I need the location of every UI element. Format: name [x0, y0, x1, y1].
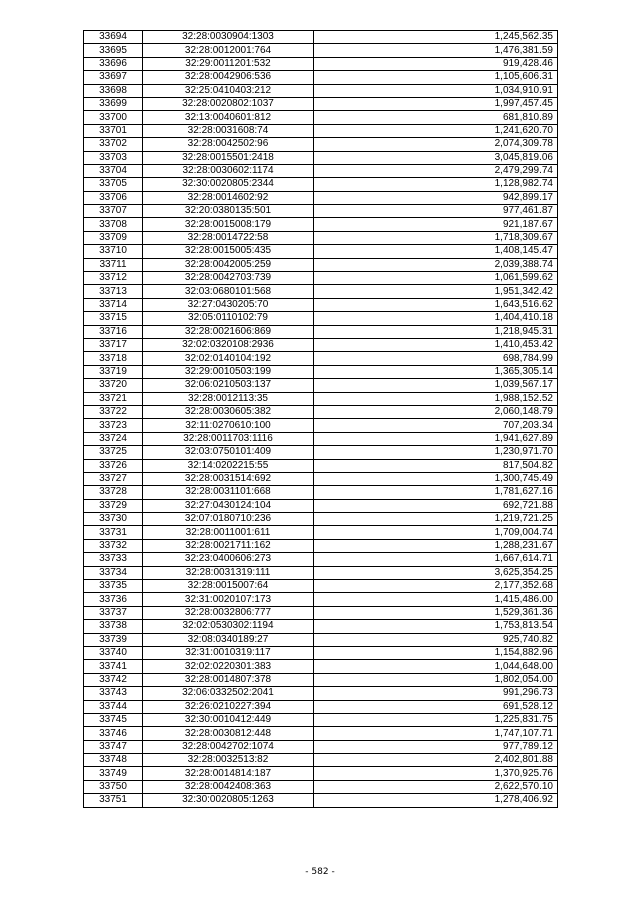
table-row	[84, 700, 558, 713]
record-number-cell: 33698	[84, 84, 143, 97]
table-row	[84, 245, 558, 258]
cadastral-number-cell: 32:28:0032806:777	[143, 606, 314, 619]
amount-cell: 1,802,054.00	[314, 673, 558, 686]
record-number-cell: 33749	[84, 767, 143, 780]
record-number-cell: 33728	[84, 486, 143, 499]
amount-cell: 2,177,352.68	[314, 580, 558, 593]
table-row	[84, 446, 558, 459]
record-number-cell: 33706	[84, 191, 143, 204]
amount-cell: 1,753,813.54	[314, 620, 558, 633]
cadastral-number-cell: 32:28:0042702:1074	[143, 740, 314, 753]
cadastral-number-cell: 32:30:0020805:2344	[143, 178, 314, 191]
record-number-cell: 33703	[84, 151, 143, 164]
cadastral-number-cell: 32:28:0030904:1303	[143, 31, 314, 44]
record-number-cell: 33694	[84, 31, 143, 44]
cadastral-number-cell: 32:29:0011201:532	[143, 57, 314, 70]
cadastral-number-cell: 32:30:0010412:449	[143, 713, 314, 726]
cadastral-number-cell: 32:31:0020107:173	[143, 593, 314, 606]
cadastral-number-cell: 32:02:0320108:2936	[143, 338, 314, 351]
record-number-cell: 33732	[84, 539, 143, 552]
cadastral-number-cell: 32:28:0020802:1037	[143, 97, 314, 110]
table-row	[84, 231, 558, 244]
table-row	[84, 205, 558, 218]
cadastral-number-cell: 32:28:0015007:64	[143, 580, 314, 593]
cadastral-number-cell: 32:20:0380135:501	[143, 205, 314, 218]
record-number-cell: 33750	[84, 780, 143, 793]
amount-cell: 3,045,819.06	[314, 151, 558, 164]
amount-cell: 1,747,107.71	[314, 727, 558, 740]
amount-cell: 977,789.12	[314, 740, 558, 753]
cadastral-number-cell: 32:28:0031101:668	[143, 486, 314, 499]
cadastral-number-cell: 32:28:0032513:82	[143, 754, 314, 767]
cadastral-number-cell: 32:08:0340189:27	[143, 633, 314, 646]
record-number-cell: 33746	[84, 727, 143, 740]
cadastral-number-cell: 32:02:0220301:383	[143, 660, 314, 673]
amount-cell: 681,810.89	[314, 111, 558, 124]
table-row	[84, 486, 558, 499]
cadastral-number-cell: 32:28:0042906:536	[143, 71, 314, 84]
record-number-cell: 33742	[84, 673, 143, 686]
cadastral-number-cell: 32:28:0042703:739	[143, 272, 314, 285]
amount-cell: 1,988,152.52	[314, 392, 558, 405]
cadastral-number-cell: 32:27:0430205:70	[143, 298, 314, 311]
table-row	[84, 178, 558, 191]
cadastral-number-cell: 32:25:0410403:212	[143, 84, 314, 97]
amount-cell: 2,479,299.74	[314, 164, 558, 177]
record-number-cell: 33748	[84, 754, 143, 767]
record-number-cell: 33734	[84, 566, 143, 579]
cadastral-number-cell: 32:06:0210503:137	[143, 379, 314, 392]
amount-cell: 1,709,004.74	[314, 526, 558, 539]
amount-cell: 1,408,145.47	[314, 245, 558, 258]
table-row	[84, 71, 558, 84]
cadastral-number-cell: 32:03:0680101:568	[143, 285, 314, 298]
record-number-cell: 33725	[84, 446, 143, 459]
record-number-cell: 33704	[84, 164, 143, 177]
table-row	[84, 633, 558, 646]
table-row	[84, 499, 558, 512]
table-row	[84, 459, 558, 472]
table-row	[84, 164, 558, 177]
amount-cell: 942,899.17	[314, 191, 558, 204]
records-table-body	[84, 31, 558, 808]
amount-cell: 977,461.87	[314, 205, 558, 218]
record-number-cell: 33705	[84, 178, 143, 191]
cadastral-number-cell: 32:28:0030605:382	[143, 405, 314, 418]
amount-cell: 1,404,410.18	[314, 312, 558, 325]
table-row	[84, 713, 558, 726]
record-number-cell: 33727	[84, 472, 143, 485]
record-number-cell: 33739	[84, 633, 143, 646]
table-row	[84, 660, 558, 673]
cadastral-number-cell: 32:28:0014814:187	[143, 767, 314, 780]
amount-cell: 1,288,231.67	[314, 539, 558, 552]
record-number-cell: 33712	[84, 272, 143, 285]
record-number-cell: 33717	[84, 338, 143, 351]
table-row	[84, 740, 558, 753]
record-number-cell: 33740	[84, 646, 143, 659]
amount-cell: 1,643,516.62	[314, 298, 558, 311]
table-row	[84, 111, 558, 124]
amount-cell: 1,044,648.00	[314, 660, 558, 673]
amount-cell: 691,528.12	[314, 700, 558, 713]
cadastral-number-cell: 32:28:0042502:96	[143, 138, 314, 151]
record-number-cell: 33730	[84, 513, 143, 526]
record-number-cell: 33713	[84, 285, 143, 298]
amount-cell: 1,476,381.59	[314, 44, 558, 57]
cadastral-number-cell: 32:13:0040601:812	[143, 111, 314, 124]
table-row	[84, 138, 558, 151]
amount-cell: 1,105,606.31	[314, 71, 558, 84]
amount-cell: 1,154,882.96	[314, 646, 558, 659]
table-row	[84, 432, 558, 445]
record-number-cell: 33738	[84, 620, 143, 633]
record-number-cell: 33711	[84, 258, 143, 271]
amount-cell: 698,784.99	[314, 352, 558, 365]
cadastral-number-cell: 32:28:0012113:35	[143, 392, 314, 405]
table-row	[84, 31, 558, 44]
table-row	[84, 325, 558, 338]
amount-cell: 921,187.67	[314, 218, 558, 231]
amount-cell: 1,667,614.71	[314, 553, 558, 566]
page-number: - 582 -	[305, 867, 335, 877]
table-row	[84, 218, 558, 231]
table-row	[84, 124, 558, 137]
cadastral-number-cell: 32:06:0332502:2041	[143, 687, 314, 700]
amount-cell: 991,296.73	[314, 687, 558, 700]
record-number-cell: 33722	[84, 405, 143, 418]
table-row	[84, 472, 558, 485]
cadastral-number-cell: 32:03:0750101:409	[143, 446, 314, 459]
record-number-cell: 33710	[84, 245, 143, 258]
table-row	[84, 272, 558, 285]
cadastral-number-cell: 32:28:0021606:869	[143, 325, 314, 338]
amount-cell: 1,718,309.67	[314, 231, 558, 244]
records-table	[83, 30, 558, 808]
cadastral-number-cell: 32:02:0140104:192	[143, 352, 314, 365]
record-number-cell: 33715	[84, 312, 143, 325]
cadastral-number-cell: 32:27:0430124:104	[143, 499, 314, 512]
table-row	[84, 365, 558, 378]
cadastral-number-cell: 32:28:0042005:259	[143, 258, 314, 271]
cadastral-number-cell: 32:29:0010503:199	[143, 365, 314, 378]
record-number-cell: 33741	[84, 660, 143, 673]
table-row	[84, 285, 558, 298]
amount-cell: 1,128,982.74	[314, 178, 558, 191]
cadastral-number-cell: 32:28:0011703:1116	[143, 432, 314, 445]
table-row	[84, 57, 558, 70]
amount-cell: 1,529,361.36	[314, 606, 558, 619]
table-row	[84, 258, 558, 271]
amount-cell: 1,941,627.89	[314, 432, 558, 445]
table-row	[84, 84, 558, 97]
record-number-cell: 33708	[84, 218, 143, 231]
record-number-cell: 33736	[84, 593, 143, 606]
amount-cell: 1,410,453.42	[314, 338, 558, 351]
amount-cell: 2,060,148.79	[314, 405, 558, 418]
cadastral-number-cell: 32:28:0012001:764	[143, 44, 314, 57]
table-row	[84, 191, 558, 204]
table-row	[84, 620, 558, 633]
record-number-cell: 33731	[84, 526, 143, 539]
table-row	[84, 780, 558, 793]
record-number-cell: 33744	[84, 700, 143, 713]
record-number-cell: 33745	[84, 713, 143, 726]
amount-cell: 692,721.88	[314, 499, 558, 512]
cadastral-number-cell: 32:28:0015005:435	[143, 245, 314, 258]
amount-cell: 1,997,457.45	[314, 97, 558, 110]
cadastral-number-cell: 32:28:0031514:692	[143, 472, 314, 485]
table-row	[84, 44, 558, 57]
record-number-cell: 33714	[84, 298, 143, 311]
amount-cell: 925,740.82	[314, 633, 558, 646]
table-row	[84, 593, 558, 606]
amount-cell: 2,622,570.10	[314, 780, 558, 793]
record-number-cell: 33733	[84, 553, 143, 566]
cadastral-number-cell: 32:02:0530302:1194	[143, 620, 314, 633]
cadastral-number-cell: 32:23:0400606:273	[143, 553, 314, 566]
table-row	[84, 606, 558, 619]
cadastral-number-cell: 32:31:0010319:117	[143, 646, 314, 659]
cadastral-number-cell: 32:28:0031608:74	[143, 124, 314, 137]
cadastral-number-cell: 32:28:0014722:58	[143, 231, 314, 244]
table-row	[84, 312, 558, 325]
record-number-cell: 33695	[84, 44, 143, 57]
record-number-cell: 33719	[84, 365, 143, 378]
amount-cell: 1,365,305.14	[314, 365, 558, 378]
amount-cell: 2,039,388.74	[314, 258, 558, 271]
amount-cell: 1,370,925.76	[314, 767, 558, 780]
amount-cell: 1,278,406.92	[314, 794, 558, 807]
record-number-cell: 33726	[84, 459, 143, 472]
cadastral-number-cell: 32:28:0031319:111	[143, 566, 314, 579]
table-row	[84, 298, 558, 311]
cadastral-number-cell: 32:05:0110102:79	[143, 312, 314, 325]
table-row	[84, 97, 558, 110]
table-row	[84, 513, 558, 526]
amount-cell: 3,625,354.25	[314, 566, 558, 579]
record-number-cell: 33707	[84, 205, 143, 218]
table-row	[84, 379, 558, 392]
cadastral-number-cell: 32:28:0030602:1174	[143, 164, 314, 177]
cadastral-number-cell: 32:14:0202215:55	[143, 459, 314, 472]
record-number-cell: 33743	[84, 687, 143, 700]
table-row	[84, 687, 558, 700]
record-number-cell: 33724	[84, 432, 143, 445]
record-number-cell: 33721	[84, 392, 143, 405]
record-number-cell: 33718	[84, 352, 143, 365]
amount-cell: 1,300,745.49	[314, 472, 558, 485]
record-number-cell: 33696	[84, 57, 143, 70]
amount-cell: 1,225,831.75	[314, 713, 558, 726]
record-number-cell: 33747	[84, 740, 143, 753]
amount-cell: 1,218,945.31	[314, 325, 558, 338]
table-row	[84, 580, 558, 593]
cadastral-number-cell: 32:07:0180710:236	[143, 513, 314, 526]
cadastral-number-cell: 32:28:0011001:611	[143, 526, 314, 539]
record-number-cell: 33700	[84, 111, 143, 124]
amount-cell: 707,203.34	[314, 419, 558, 432]
table-row	[84, 419, 558, 432]
record-number-cell: 33702	[84, 138, 143, 151]
cadastral-number-cell: 32:30:0020805:1263	[143, 794, 314, 807]
cadastral-number-cell: 32:28:0014602:92	[143, 191, 314, 204]
amount-cell: 1,951,342.42	[314, 285, 558, 298]
amount-cell: 919,428.46	[314, 57, 558, 70]
amount-cell: 1,039,567.17	[314, 379, 558, 392]
amount-cell: 1,241,620.70	[314, 124, 558, 137]
table-row	[84, 794, 558, 807]
table-row	[84, 352, 558, 365]
amount-cell: 1,219,721.25	[314, 513, 558, 526]
cadastral-number-cell: 32:28:0014807:378	[143, 673, 314, 686]
amount-cell: 1,245,562.35	[314, 31, 558, 44]
record-number-cell: 33723	[84, 419, 143, 432]
record-number-cell: 33697	[84, 71, 143, 84]
record-number-cell: 33716	[84, 325, 143, 338]
table-row	[84, 727, 558, 740]
cadastral-number-cell: 32:28:0015008:179	[143, 218, 314, 231]
table-row	[84, 673, 558, 686]
table-row	[84, 338, 558, 351]
table-row	[84, 767, 558, 780]
table-row	[84, 526, 558, 539]
cadastral-number-cell: 32:28:0042408:363	[143, 780, 314, 793]
amount-cell: 1,230,971.70	[314, 446, 558, 459]
amount-cell: 817,504.82	[314, 459, 558, 472]
amount-cell: 1,415,486.00	[314, 593, 558, 606]
table-row	[84, 392, 558, 405]
amount-cell: 1,034,910.91	[314, 84, 558, 97]
amount-cell: 2,074,309.78	[314, 138, 558, 151]
table-row	[84, 553, 558, 566]
record-number-cell: 33737	[84, 606, 143, 619]
record-number-cell: 33709	[84, 231, 143, 244]
amount-cell: 2,402,801.88	[314, 754, 558, 767]
record-number-cell: 33751	[84, 794, 143, 807]
cadastral-number-cell: 32:28:0015501:2418	[143, 151, 314, 164]
table-row	[84, 405, 558, 418]
record-number-cell: 33720	[84, 379, 143, 392]
record-number-cell: 33701	[84, 124, 143, 137]
amount-cell: 1,061,599.62	[314, 272, 558, 285]
cadastral-number-cell: 32:11:0270610:100	[143, 419, 314, 432]
cadastral-number-cell: 32:28:0030812:448	[143, 727, 314, 740]
amount-cell: 1,781,627.16	[314, 486, 558, 499]
record-number-cell: 33699	[84, 97, 143, 110]
cadastral-number-cell: 32:26:0210227:394	[143, 700, 314, 713]
cadastral-number-cell: 32:28:0021711:162	[143, 539, 314, 552]
table-row	[84, 754, 558, 767]
table-row	[84, 646, 558, 659]
record-number-cell: 33735	[84, 580, 143, 593]
table-row	[84, 151, 558, 164]
table-row	[84, 566, 558, 579]
table-row	[84, 539, 558, 552]
record-number-cell: 33729	[84, 499, 143, 512]
